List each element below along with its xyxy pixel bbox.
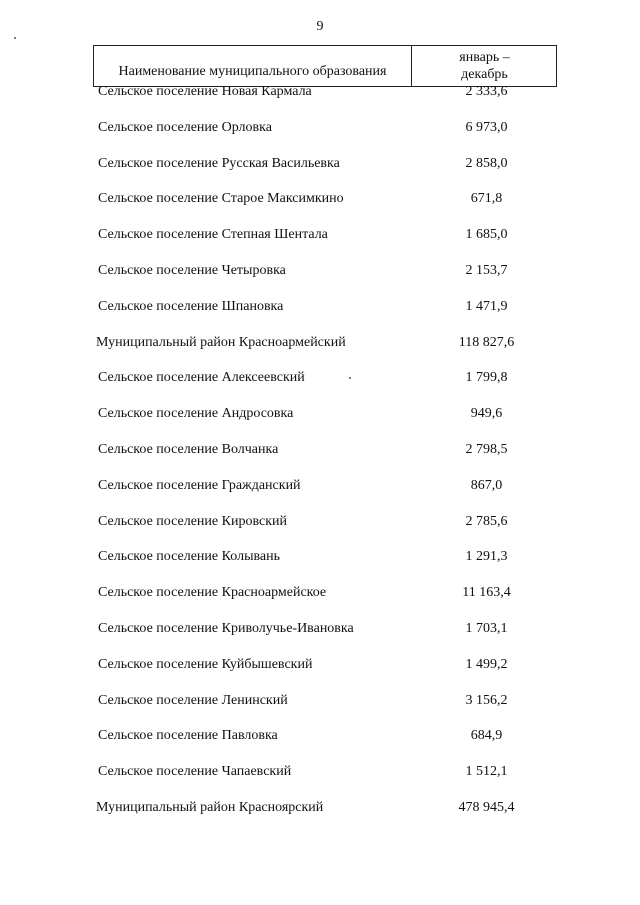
table-row [96,621,556,657]
table-row [96,585,556,621]
row-value: 2 798,5 [465,441,508,457]
table-row-district [96,335,556,371]
table-row [96,263,556,299]
row-name: Сельское поселение Кировский [98,513,287,529]
row-value: 3 156,2 [465,692,508,708]
row-name: Сельское поселение Красноармейское [98,585,327,601]
table-header [93,45,557,87]
table-row [96,728,556,764]
row-value: 2 858,0 [465,155,508,171]
row-name: Сельское поселение Волчанка [98,441,279,457]
row-value: 684,9 [470,728,503,744]
row-value: 1 703,1 [465,620,508,636]
row-name: Сельское поселение Андросовка [98,406,294,422]
row-value: 6 973,0 [465,119,508,135]
row-name: Сельское поселение Куйбышевский [98,656,313,672]
row-value: 478 945,4 [458,799,515,815]
row-value: 1 291,3 [465,549,508,565]
row-name: Сельское поселение Шпановка [98,298,284,314]
row-name: Муниципальный район Красноярский [96,799,324,815]
table-row [96,299,556,335]
table-row-district [96,800,556,836]
row-value: 949,6 [470,406,503,422]
row-name: Сельское поселение Русская Васильевка [98,155,340,171]
table-row [96,227,556,263]
row-name: Сельское поселение Орловка [98,119,272,135]
header-municipality-name: Наименование муниципального образования [118,64,387,79]
header-period-line2: декабрь [461,67,508,82]
header-period-line1: январь – [459,50,510,65]
row-name: Сельское поселение Четыровка [98,262,286,278]
row-name: Сельское поселение Ленинский [98,692,288,708]
row-value: 11 163,4 [462,585,511,601]
row-value: 1 499,2 [465,656,508,672]
header-period [412,46,557,86]
row-name: Сельское поселение Степная Шентала [98,227,328,243]
table-row [96,370,556,406]
row-name: Сельское поселение Алексеевский [98,370,305,386]
row-value: 1 512,1 [465,764,508,780]
row-value: 118 827,6 [458,334,515,350]
table-row [96,657,556,693]
row-name: Муниципальный район Красноармейский [96,334,346,350]
row-name: Сельское поселение Старое Максимкино [98,191,344,207]
row-name: Сельское поселение Павловка [98,728,278,744]
row-value: 867,0 [470,477,503,493]
table-row [96,478,556,514]
row-value: 1 471,9 [465,298,508,314]
table-body [96,84,556,836]
row-name: Сельское поселение Колывань [98,549,280,565]
row-value: 2 153,7 [465,262,508,278]
row-value: 1 799,8 [465,370,508,386]
scan-speck [349,377,351,379]
table-row [96,191,556,227]
table-row [96,442,556,478]
row-value: 1 685,0 [465,227,508,243]
table-row [96,406,556,442]
row-name: Сельское поселение Криволучье-Ивановка [98,620,354,636]
row-value: 2 785,6 [465,513,508,529]
table-row [96,549,556,585]
scan-speck [14,37,16,39]
table-row [96,693,556,729]
row-name: Сельское поселение Чапаевский [98,764,292,780]
table-row [96,120,556,156]
table-row [96,514,556,550]
table-row [96,156,556,192]
page-number: 9 [316,19,324,34]
row-value: 2 333,6 [465,84,508,99]
table-row [96,84,556,120]
row-name: Сельское поселение Новая Кармала [98,84,312,99]
table-row [96,764,556,800]
row-value: 671,8 [470,191,503,207]
row-name: Сельское поселение Гражданский [98,477,301,493]
